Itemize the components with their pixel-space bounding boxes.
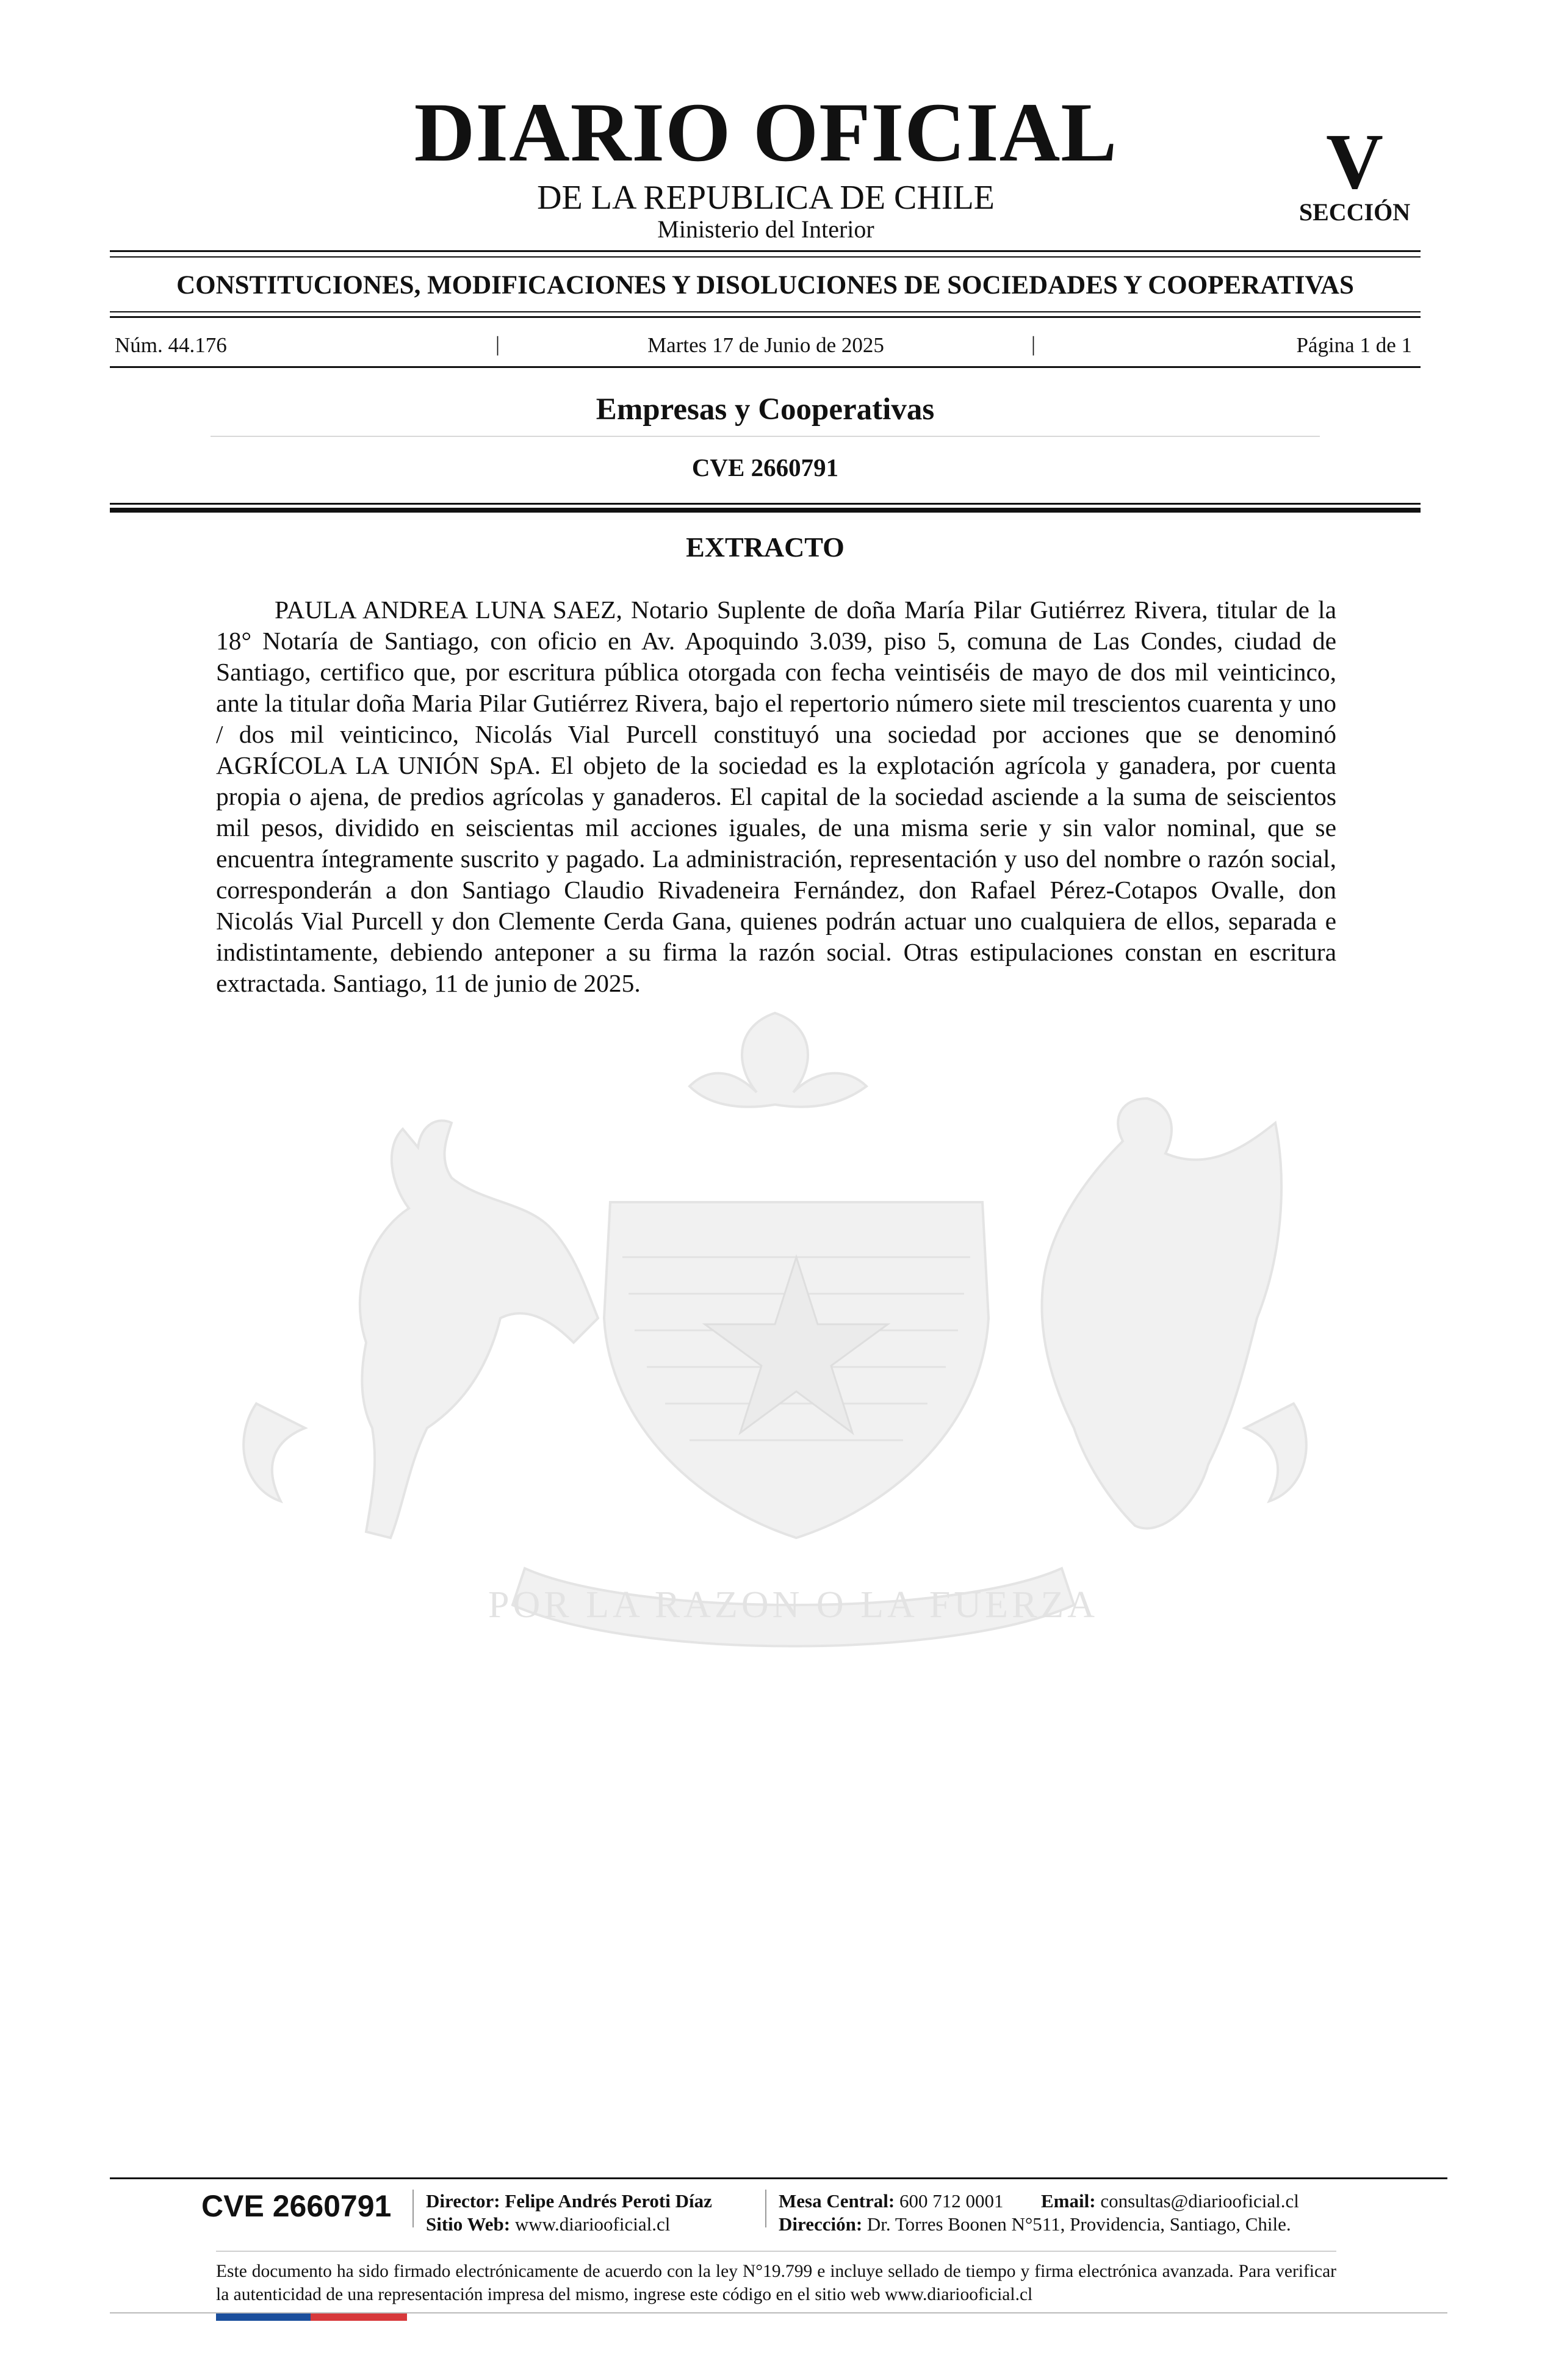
watermark-motto: POR LA RAZON O LA FUERZA xyxy=(488,1584,1099,1626)
issue-date: Martes 17 de Junio de 2025 xyxy=(647,333,884,357)
extract-body: PAULA ANDREA LUNA SAEZ, Notario Suplente de doña María Pilar Gutiérrez Rivera, titular de la 18° Notaría de Santiago, con oficio en Av. Apoquindo 3.039, piso 5, comuna de Las Condes, ciudad de Santiago, certifico que, por escritura pública otorgada con fecha veintiséis de mayo de dos mil veinticinco, ante la titular doña Maria Pilar Gutiérrez Rivera, bajo el repertorio número siete mil trescientos cuarenta y uno / dos mil veinticinco, Nicolás Vial Purcell constituyó una sociedad por acciones que se denominó AGRÍCOLA LA UNIÓN SpA. El objeto de la sociedad es la explotación agrícola y ganadera, por cuenta propia o ajena, de predios agrícolas y ganaderos. El capital de la sociedad asciende a la suma de seiscientos mil pesos, dividido en seiscientas mil acciones iguales, de una misma serie y sin valor nominal, que se encuentra íntegramente suscrito y pagado. La administración, representación y uso del nombre o razón social, corresponderán a don Santiago Claudio Rivadeneira Fernández, don Rafael Pérez-Cotapos Ovalle, don Nicolás Vial Purcell y don Clemente Cerda Gana, quienes podrán actuar uno cualquiera de ellos, separada e indistintamente, debiendo anteponer a su firma la razón social. Otras estipulaciones constan en escritura extractada. Santiago, 11 de junio de 2025. xyxy=(216,596,1336,997)
coat-of-arms-watermark xyxy=(207,1001,1342,1684)
address-label: Dirección: xyxy=(779,2213,863,2235)
masthead-subtitle: DE LA REPUBLICA DE CHILE xyxy=(537,179,995,217)
email-label: Email: xyxy=(1041,2190,1096,2212)
website-link[interactable]: www.diariooficial.cl xyxy=(514,2213,671,2235)
phone-number: 600 712 0001 xyxy=(899,2190,1004,2212)
footer-inner-rule xyxy=(216,2251,1336,2252)
footer-phone xyxy=(779,2190,1004,2213)
section-name: Empresas y Cooperativas xyxy=(596,392,935,427)
issue-number: Núm. 44.176 xyxy=(115,333,227,357)
director-name: Felipe Andrés Peroti Díaz xyxy=(505,2190,712,2212)
phone-label: Mesa Central: xyxy=(779,2190,895,2212)
footer-email xyxy=(1041,2190,1299,2213)
section-label: SECCIÓN xyxy=(1298,198,1411,226)
footer-legal-notice: Este documento ha sido firmado electrónicamente de acuerdo con la ley N°19.799 e incluye sellado de tiempo y firma electrónica avanzada. Para verificar la autenticidad de una representación impresa del mismo, ingrese este código en el sitio web www.diariooficial.cl xyxy=(216,2262,1336,2304)
footer-cve: CVE 2660791 xyxy=(201,2189,392,2223)
footer-divider xyxy=(765,2190,766,2227)
cve-rule-thick xyxy=(110,508,1421,513)
email-address[interactable]: consultas@diariooficial.cl xyxy=(1100,2190,1299,2212)
flag-stripe-red xyxy=(311,2313,407,2321)
masthead-title: DIARIO OFICIAL xyxy=(414,85,1118,179)
address-text: Dr. Torres Boonen N°511, Providencia, Santiago, Chile. xyxy=(866,2213,1291,2235)
issue-separator: | xyxy=(495,332,500,356)
header-rule-top xyxy=(110,250,1421,252)
document-title: EXTRACTO xyxy=(686,532,845,563)
cve-heading: CVE 2660791 xyxy=(691,453,839,481)
cve-rule-thin xyxy=(110,503,1421,505)
issue-page: Página 1 de 1 xyxy=(1296,333,1412,357)
issue-separator: | xyxy=(1031,332,1036,356)
header-rule-top-thin xyxy=(110,256,1421,258)
flag-stripe-blue xyxy=(216,2313,311,2321)
website-label: Sitio Web: xyxy=(426,2213,511,2235)
footer-rule-top xyxy=(110,2177,1447,2179)
footer-divider xyxy=(412,2190,414,2227)
section-divider xyxy=(211,436,1320,437)
section-letter: V xyxy=(1326,118,1383,206)
director-label: Director: xyxy=(426,2190,500,2212)
footer-director xyxy=(426,2190,712,2213)
footer-website xyxy=(426,2213,670,2236)
footer-address xyxy=(779,2213,1291,2236)
banner-rule-bottom xyxy=(110,316,1421,318)
section-banner: CONSTITUCIONES, MODIFICACIONES Y DISOLUCIONES DE SOCIEDADES Y COOPERATIVAS xyxy=(176,271,1354,300)
banner-rule-bottom-thin xyxy=(110,311,1421,312)
masthead-ministry: Ministerio del Interior xyxy=(657,215,874,243)
meta-rule xyxy=(110,366,1421,368)
